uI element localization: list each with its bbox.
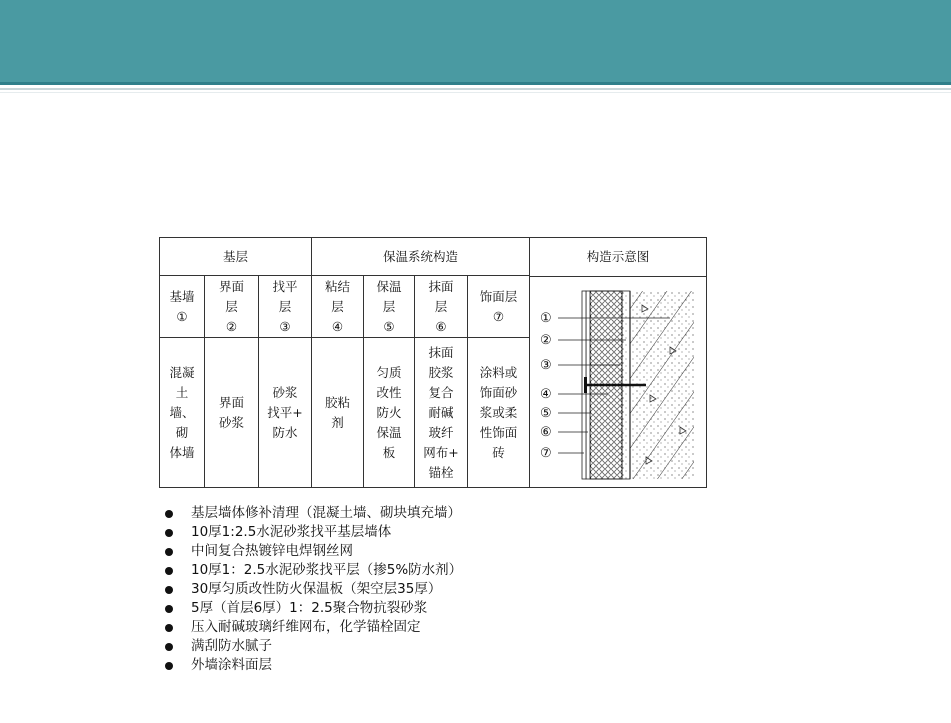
- bullet-icon: [165, 529, 173, 537]
- bullet-icon: [165, 624, 173, 632]
- diagram-label-1: ①: [540, 311, 552, 326]
- diagram-label-6: ⑥: [540, 425, 552, 440]
- diagram-header: 构造示意图: [530, 238, 706, 277]
- diagram-label-4: ④: [540, 387, 552, 402]
- col-header-interface-layer: 界面 层 ②: [205, 276, 259, 338]
- cell-render-layer: 抹面 胶浆 复合 耐碱 玻纤 网布+ 锚栓: [415, 338, 468, 488]
- diagram-label-2: ②: [540, 333, 552, 348]
- header-divider-faint: [0, 92, 951, 93]
- diagram-label-5: ⑤: [540, 406, 552, 421]
- header-band: [0, 0, 951, 82]
- cell-insulation-layer: 匀质 改性 防火 保温 板: [364, 338, 415, 488]
- bullet-icon: [165, 605, 173, 613]
- list-item: 30厚匀质改性防火保温板（架空层35厚）: [163, 580, 462, 599]
- list-item: 中间复合热镀锌电焊钢丝网: [163, 542, 462, 561]
- group-header-base: 基层: [160, 238, 312, 276]
- diagram-label-7: ⑦: [540, 446, 552, 461]
- cell-finish-layer: 涂料或 饰面砂 浆或柔 性饰面 砖: [468, 338, 530, 488]
- col-header-finish-layer: 饰面层 ⑦: [468, 276, 530, 338]
- bullet-icon: [165, 586, 173, 594]
- list-item: 外墙涂料面层: [163, 656, 462, 675]
- list-item: 满刮防水腻子: [163, 637, 462, 656]
- col-header-base-wall: 基墙 ①: [160, 276, 205, 338]
- bullet-icon: [165, 510, 173, 518]
- list-item: 10厚1：2.5水泥砂浆找平层（掺5%防水剂）: [163, 561, 462, 580]
- diagram-cell: [530, 238, 707, 488]
- header-divider-light: [0, 88, 951, 90]
- cell-leveling-layer: 砂浆 找平+ 防水: [259, 338, 312, 488]
- group-header-insulation: 保温系统构造: [312, 238, 530, 276]
- wall-insulation-spec-table: [159, 237, 707, 488]
- construction-steps-list: [163, 504, 462, 675]
- list-item: 10厚1:2.5水泥砂浆找平基层墙体: [163, 523, 462, 542]
- bullet-icon: [165, 567, 173, 575]
- bullet-icon: [165, 643, 173, 651]
- diagram-label-3: ③: [540, 358, 552, 373]
- construction-diagram: [530, 277, 706, 487]
- col-header-insulation-layer: 保温 层 ⑤: [364, 276, 415, 338]
- col-header-render-layer: 抹面 层 ⑥: [415, 276, 468, 338]
- cell-interface-layer: 界面 砂浆: [205, 338, 259, 488]
- bullet-icon: [165, 662, 173, 670]
- col-header-adhesive-layer: 粘结 层 ④: [312, 276, 364, 338]
- list-item: 5厚（首层6厚）1：2.5聚合物抗裂砂浆: [163, 599, 462, 618]
- col-header-leveling-layer: 找平 层 ③: [259, 276, 312, 338]
- bullet-icon: [165, 548, 173, 556]
- list-item: 压入耐碱玻璃纤维网布，化学锚栓固定: [163, 618, 462, 637]
- header-divider: [0, 82, 951, 85]
- cell-base-wall: 混凝 土 墙、 砌 体墙: [160, 338, 205, 488]
- list-item: 基层墙体修补清理（混凝土墙、砌块填充墙）: [163, 504, 462, 523]
- cell-adhesive-layer: 胶粘 剂: [312, 338, 364, 488]
